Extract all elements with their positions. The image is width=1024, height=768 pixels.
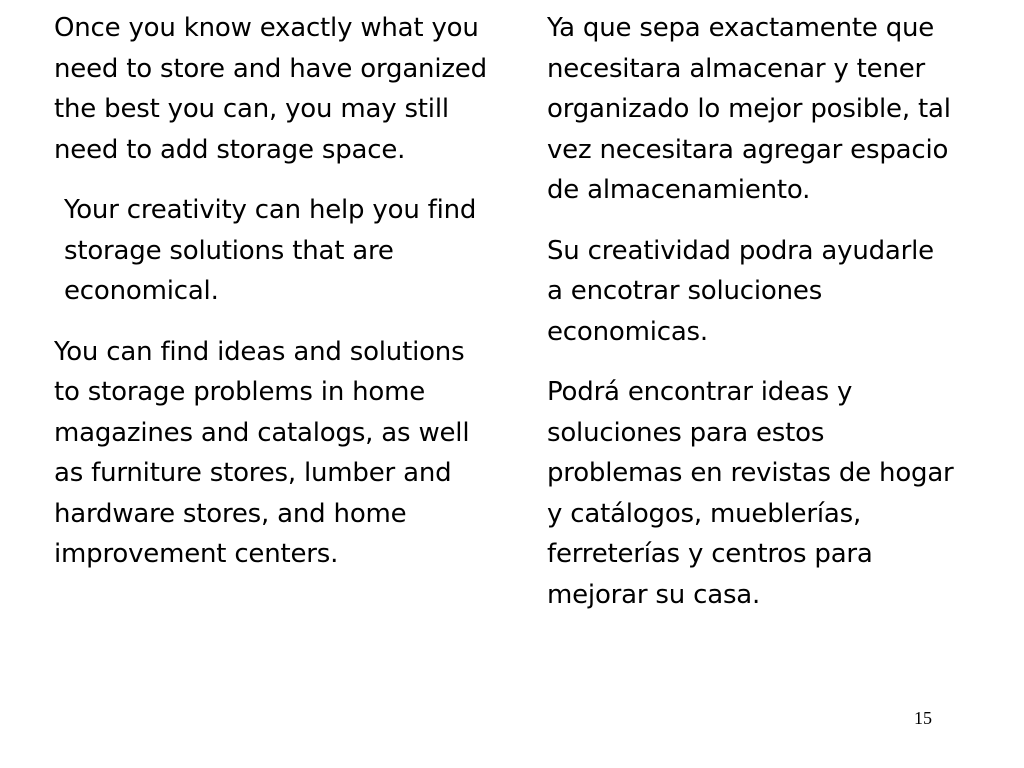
spanish-paragraph-creativity: Su creatividad podra ayudarle a encotrar soluciones economicas. (547, 235, 934, 347)
spanish-column (547, 8, 957, 635)
page-number: 15 (914, 708, 932, 728)
english-paragraph-ideas-sources: You can find ideas and solutions to storage problems in home magazines and catalogs, as well as furniture stores, lumber and hardware stores, and home improvement centers. (54, 336, 470, 569)
english-paragraph-storage-space: Once you know exactly what you need to store and have organized the best you can, you may still need to add storage space. (54, 13, 487, 165)
spanish-paragraph-ideas-sources: Podrá encontrar ideas y soluciones para estos problemas en revistas de hogar y catálogos, mueblerías, ferreterías y centros para mejorar su casa. (547, 377, 954, 610)
spanish-paragraph-storage-space: Ya que sepa exactamente que necesitara almacenar y tener organizado lo mejor posible, tal vez necesitara agregar espacio de almacenamiento. (547, 13, 951, 205)
english-column (54, 8, 494, 595)
english-paragraph-creativity: Your creativity can help you find storage solutions that are economical. (64, 195, 477, 306)
